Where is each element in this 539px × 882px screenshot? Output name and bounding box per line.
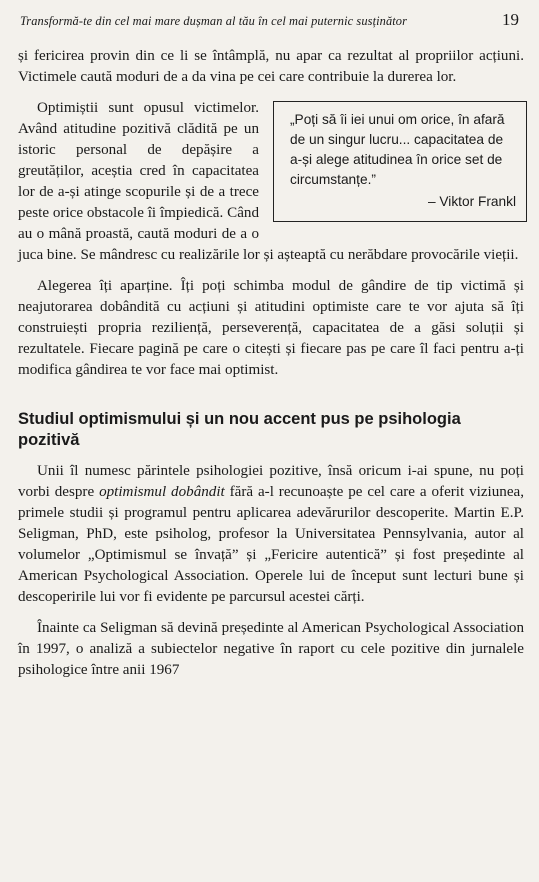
section-heading: Studiul optimismului și un nou accent pus pe psihologia pozitivă bbox=[18, 410, 461, 449]
paragraph-apa-analysis: Înainte ca Seligman să devină președinte al American Psychological Association în 1997, o analiză a subiectelor negative în raport cu cele pozitive din jurnalele psihologice între anii 1967 bbox=[18, 620, 524, 678]
paragraph-seligman-start: Unii îl numesc părintele psihologiei pozitive, însă oricum i-ai spune, nu poți vorbi despre bbox=[18, 463, 524, 500]
page-header bbox=[20, 10, 519, 30]
page-number: 19 bbox=[502, 10, 519, 29]
paragraph-choice: Alegerea îți aparține. Îți poți schimba modul de gândire de tip victimă și neajutorarea dobândită cu acțiuni și atitudini optimiste care te vor ajuta să îți construiești propria reziliență, perseverență, capacitatea de a găsi soluții și rezultatele. Fiecare pagină pe care o citești și fiecare pas pe care îl faci pentru a-ți modifica gândirea te vor face mai optimist. bbox=[18, 278, 524, 378]
running-title: Transformă-te din cel mai mare dușman al tău în cel mai puternic susținător bbox=[20, 14, 408, 28]
pull-quote bbox=[273, 101, 527, 222]
paragraph-seligman-rest: fără a-l recunoaște pe cel care a oferit viziunea, primele studii și programul pentru aplicarea adevărurilor descoperite. Martin E.P. Seligman, PhD, este psiholog, profesor la Universitatea Pennsylvania, autor al volumelor „Optimismul se învață” și „Fericire autentică” și fost președinte al American Psychological Association. Operele lui de început sunt lecturi bune și descoperirile lui vor fi evidente pe parcursul acestei cărți. bbox=[18, 484, 524, 605]
quote-text: „Poți să îi iei unui om orice, în afară de un singur lucru... capacitatea de a-și alege atitudinea în orice set de circumstanțe.” bbox=[290, 112, 505, 187]
page-body bbox=[18, 46, 524, 691]
paragraph-continuation: și fericirea provin din ce li se întâmplă, nu apar ca rezultat al propriilor acțiuni. Victimele caută moduri de a da vina pe cei care contribuie la durerea lor. bbox=[18, 48, 524, 85]
paragraph-optimists: Optimiștii sunt opusul victimelor. Având atitudine pozitivă clădită pe un istoric personal de depășire a greutăților, aceștia cred în capacitatea lor de a-și atinge scopurile și de a trece peste orice obstacole îi împiedică. Când au o mână proastă, caută moduri de a o juca bine. Se mândresc cu realizările lor și așteaptă cu nerăbdare provocările vieții. bbox=[18, 100, 519, 263]
paragraph-seligman bbox=[18, 461, 524, 608]
quote-author: – Viktor Frankl bbox=[428, 194, 516, 209]
emphasis-learned-optimism: optimismul dobândit bbox=[99, 484, 225, 500]
